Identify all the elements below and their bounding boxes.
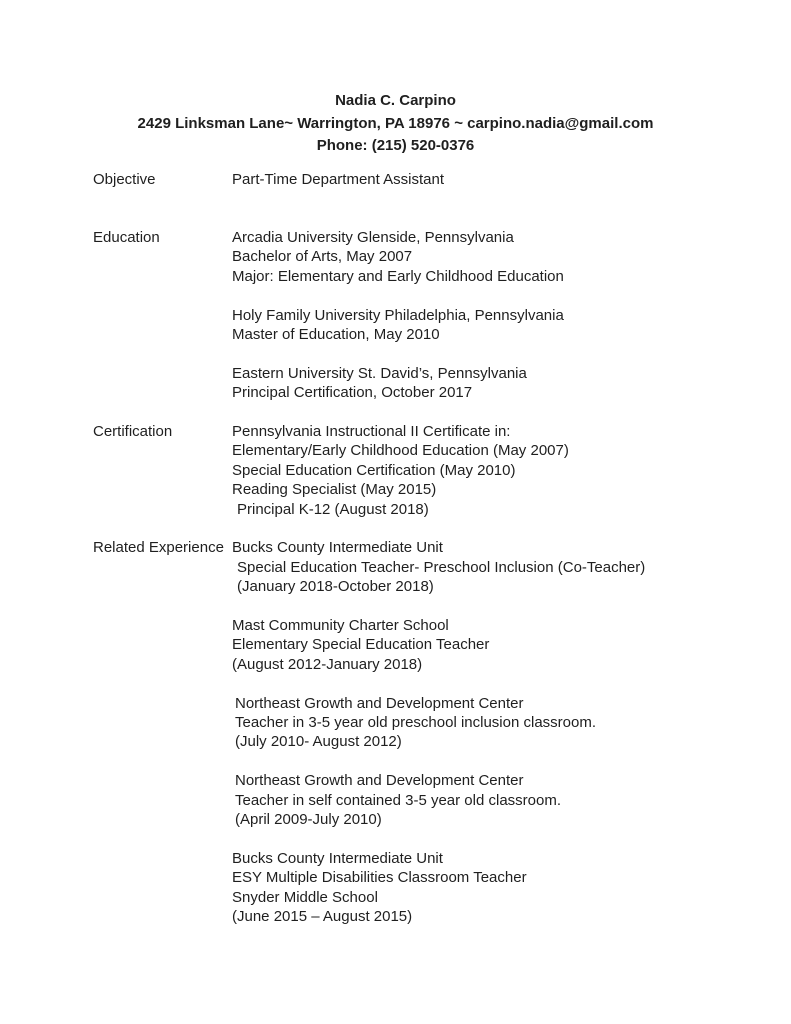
section-gap — [93, 519, 751, 538]
resume-line: Snyder Middle School — [232, 888, 378, 906]
resume-line: Teacher in self contained 3-5 year old classroom. — [235, 791, 562, 809]
resume-line: Special Education Teacher- Preschool Inclusion (Co-Teacher) — [237, 558, 646, 576]
resume-line: Elementary/Early Childhood Education (May 2007) — [232, 442, 569, 460]
resume-line: Northeast Growth and Development Center — [235, 772, 524, 790]
blank-line — [232, 674, 751, 693]
resume-line: ESY Multiple Disabilities Classroom Teacher — [232, 869, 527, 887]
section-related-experience — [93, 538, 751, 926]
section-content — [232, 170, 751, 189]
section-gap — [93, 403, 751, 422]
blank-line — [232, 752, 751, 771]
blank-line — [232, 829, 751, 848]
resume-line: Principal Certification, October 2017 — [232, 384, 473, 402]
resume-line: Pennsylvania Instructional II Certificate in: — [232, 423, 511, 440]
resume-line: (July 2010- August 2012) — [235, 733, 402, 751]
resume-line: (August 2012-January 2018) — [232, 655, 423, 673]
resume-line: Eastern University St. David’s, Pennsylvania — [232, 364, 527, 382]
resume-line: Part-Time Department Assistant — [232, 170, 445, 188]
resume-line: Master of Education, May 2010 — [232, 326, 440, 343]
section-label-certification: Certification — [93, 423, 173, 440]
section-education — [93, 228, 751, 403]
section-content — [232, 422, 751, 519]
resume-line: Northeast Growth and Development Center — [235, 694, 524, 712]
section-label-related-experience: Related Experience — [93, 539, 224, 557]
resume-line: (June 2015 – August 2015) — [232, 908, 413, 926]
section-content — [232, 228, 751, 403]
resume-line: Bucks County Intermediate Unit — [232, 539, 443, 557]
resume-line: (April 2009-July 2010) — [235, 811, 382, 829]
resume-line: Elementary Special Education Teacher — [232, 636, 490, 654]
section-label-objective: Objective — [93, 170, 156, 188]
blank-line — [232, 286, 751, 305]
resume-line: Major: Elementary and Early Childhood Education — [232, 267, 564, 285]
contact-address: 2429 Linksman Lane~ Warrington, PA 18976 ~ carpino.nadia@gmail.com — [137, 114, 654, 132]
blank-line — [232, 597, 751, 616]
contact-phone: Phone: (215) 520-0376 — [316, 137, 475, 155]
section-content — [232, 538, 751, 926]
resume-line: Teacher in 3-5 year old preschool inclusion classroom. — [235, 714, 597, 732]
section-label-education: Education — [93, 228, 160, 246]
resume-header — [0, 0, 791, 158]
resume-line: Arcadia University Glenside, Pennsylvania — [232, 228, 514, 246]
blank-line — [232, 344, 751, 363]
resume-line: Mast Community Charter School — [232, 617, 449, 635]
resume-line: Holy Family University Philadelphia, Pennsylvania — [232, 306, 564, 324]
person-name: Nadia C. Carpino — [335, 92, 456, 109]
section-certification — [93, 422, 751, 519]
resume-body — [93, 170, 751, 927]
resume-line: Special Education Certification (May 2010) — [232, 461, 516, 479]
resume-line: Bachelor of Arts, May 2007 — [232, 248, 413, 266]
section-gap — [93, 189, 751, 228]
resume-line: Principal K-12 (August 2018) — [237, 500, 429, 518]
resume-line: (January 2018-October 2018) — [237, 578, 434, 596]
resume-line: Bucks County Intermediate Unit — [232, 849, 443, 867]
section-objective — [93, 170, 751, 189]
resume-line: Reading Specialist (May 2015) — [232, 481, 437, 499]
